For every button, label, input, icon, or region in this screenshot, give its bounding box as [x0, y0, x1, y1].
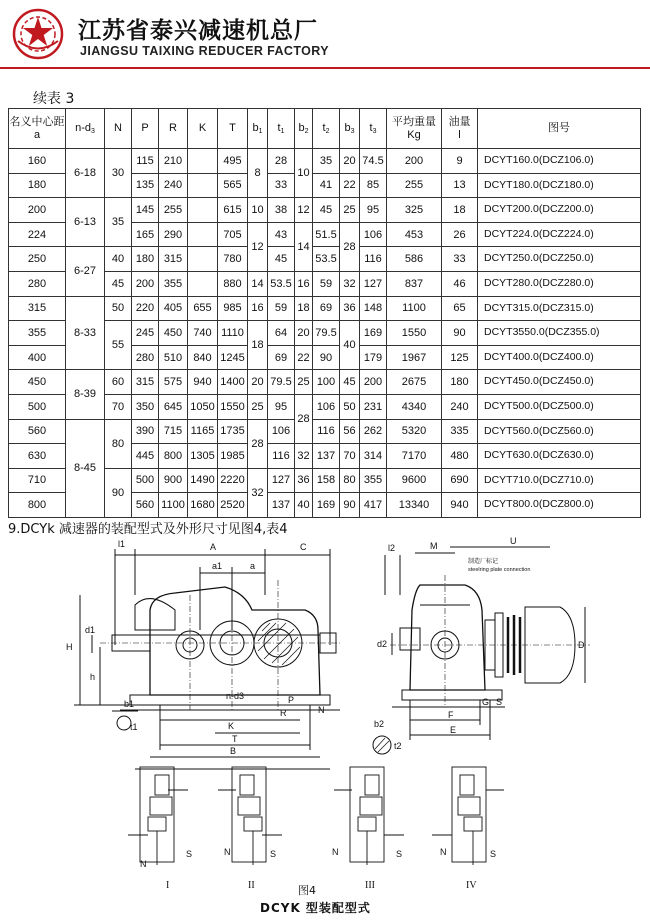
- cell-T: 2220: [218, 468, 248, 493]
- cell-K: 840: [188, 345, 218, 370]
- header-N: N: [105, 109, 132, 149]
- cell-R: 405: [159, 296, 188, 321]
- page-header: [0, 0, 650, 68]
- cell-N: 40: [105, 247, 132, 272]
- form-3-S: S: [396, 849, 403, 859]
- cell-P: 390: [132, 419, 159, 444]
- cell-R: 290: [159, 222, 188, 247]
- label-T: T: [232, 734, 238, 744]
- cell-weight: 7170: [387, 444, 442, 469]
- form-3: [334, 767, 404, 865]
- side-view: [373, 547, 590, 754]
- cell-P: 115: [132, 149, 159, 174]
- cell-T: 780: [218, 247, 248, 272]
- label-B: B: [230, 746, 237, 756]
- table-header-row: [9, 109, 641, 149]
- table-caption: 续表 3: [33, 91, 75, 107]
- label-N: N: [318, 705, 325, 715]
- cell-weight: 200: [387, 149, 442, 174]
- cell-a: 400: [9, 345, 66, 370]
- cell-model: DCYT180.0(DCZ180.0): [478, 173, 641, 198]
- cell-P: 280: [132, 345, 159, 370]
- cell-weight: 13340: [387, 493, 442, 518]
- cell-oil: 480: [442, 444, 478, 469]
- cell-a: 200: [9, 198, 66, 223]
- cell-T: 985: [218, 296, 248, 321]
- cell-model: DCYT280.0(DCZ280.0): [478, 271, 641, 296]
- cell-R: 255: [159, 198, 188, 223]
- header-t3: $t_3$: [360, 109, 387, 149]
- cell-weight: 837: [387, 271, 442, 296]
- cell-T: 1550: [218, 394, 248, 419]
- header-b3: $b_3$: [340, 109, 360, 149]
- cell-N: 80: [105, 419, 132, 468]
- cell-t3: 262: [360, 419, 387, 444]
- cell-R: 210: [159, 149, 188, 174]
- cell-N: 55: [105, 321, 132, 370]
- header-t2: $t_2$: [313, 109, 340, 149]
- cell-model: DCYT800.0(DCZ800.0): [478, 493, 641, 518]
- cell-oil: 9: [442, 149, 478, 174]
- cell-P: 315: [132, 370, 159, 395]
- cell-b2: 25: [295, 370, 313, 395]
- cell-b2: 28: [295, 394, 313, 443]
- cell-nd3: 6-27: [66, 247, 105, 296]
- cell-b2: 14: [295, 222, 313, 271]
- cell-K: 1680: [188, 493, 218, 518]
- label-D: D: [578, 640, 585, 650]
- cell-oil: 125: [442, 345, 478, 370]
- cell-t3: 314: [360, 444, 387, 469]
- label-C: C: [300, 542, 307, 552]
- cell-a: 160: [9, 149, 66, 174]
- cell-a: 800: [9, 493, 66, 518]
- spec-table: [8, 108, 641, 518]
- cell-b1: 25: [248, 394, 268, 419]
- cell-a: 280: [9, 271, 66, 296]
- cell-t3: 74.5: [360, 149, 387, 174]
- cell-t2: 35: [313, 149, 340, 174]
- cell-b1: 14: [248, 271, 268, 296]
- label-E: E: [450, 725, 457, 735]
- cell-R: 1100: [159, 493, 188, 518]
- cell-model: DCYT224.0(DCZ224.0): [478, 222, 641, 247]
- cell-model: DCYT450.0(DCZ450.0): [478, 370, 641, 395]
- cell-nd3: 8-45: [66, 419, 105, 517]
- cell-b3: 22: [340, 173, 360, 198]
- cell-t1: 95: [268, 394, 295, 419]
- cell-oil: 240: [442, 394, 478, 419]
- cell-a: 500: [9, 394, 66, 419]
- cell-a: 450: [9, 370, 66, 395]
- cell-P: 500: [132, 468, 159, 493]
- label-b2: b2: [374, 719, 385, 729]
- cell-model: DCYT560.0(DCZ560.0): [478, 419, 641, 444]
- label-R: R: [280, 708, 287, 718]
- cell-P: 245: [132, 321, 159, 346]
- cell-oil: 90: [442, 321, 478, 346]
- cell-N: 50: [105, 296, 132, 321]
- cell-P: 220: [132, 296, 159, 321]
- cell-P: 350: [132, 394, 159, 419]
- cell-b2: 40: [295, 493, 313, 518]
- header-T: T: [218, 109, 248, 149]
- table-row: [9, 296, 641, 321]
- cell-K: 1050: [188, 394, 218, 419]
- cell-T: 495: [218, 149, 248, 174]
- section-title: 9.DCYk 减速器的装配型式及外形尺寸见图4,表4: [8, 522, 288, 537]
- cell-b3: 56: [340, 419, 360, 444]
- cell-K: [188, 198, 218, 223]
- cell-N: 60: [105, 370, 132, 395]
- cell-R: 315: [159, 247, 188, 272]
- cell-oil: 65: [442, 296, 478, 321]
- cell-b2: 22: [295, 345, 313, 370]
- form-4-label: IV: [466, 880, 477, 891]
- cell-b1: 12: [248, 222, 268, 271]
- cell-t2: 158: [313, 468, 340, 493]
- drawing-labels: [66, 536, 585, 891]
- cell-b3: 90: [340, 493, 360, 518]
- cell-R: 450: [159, 321, 188, 346]
- label-b1: b1: [124, 699, 135, 709]
- cell-t1: 28: [268, 149, 295, 174]
- cell-t2: 116: [313, 419, 340, 444]
- cell-b1: 18: [248, 321, 268, 370]
- cell-nd3: 6-18: [66, 149, 105, 198]
- cell-b3: 36: [340, 296, 360, 321]
- cell-K: [188, 173, 218, 198]
- cell-t3: 106: [360, 222, 387, 247]
- label-A: A: [210, 542, 217, 552]
- cell-P: 145: [132, 198, 159, 223]
- cell-R: 645: [159, 394, 188, 419]
- cell-t1: 116: [268, 444, 295, 469]
- cell-P: 180: [132, 247, 159, 272]
- cell-R: 240: [159, 173, 188, 198]
- cell-oil: 180: [442, 370, 478, 395]
- header-weight: 平均重量 Kg: [387, 109, 442, 149]
- cell-model: DCYT315.0(DCZ315.0): [478, 296, 641, 321]
- cell-nd3: 8-39: [66, 370, 105, 419]
- cell-b3: 25: [340, 198, 360, 223]
- cell-t1: 53.5: [268, 271, 295, 296]
- cell-b1: 32: [248, 468, 268, 517]
- cell-K: 940: [188, 370, 218, 395]
- header-nd3: $n-d_3$: [66, 109, 105, 149]
- form-4-N: N: [440, 847, 447, 857]
- cell-weight: 1100: [387, 296, 442, 321]
- label-nd3: n-d3: [226, 691, 245, 701]
- cell-t2: 106: [313, 394, 340, 419]
- header-oil: 油量 l: [442, 109, 478, 149]
- cell-t3: 85: [360, 173, 387, 198]
- form-1: [128, 767, 188, 865]
- cell-K: [188, 222, 218, 247]
- cell-b2: 20: [295, 321, 313, 346]
- cell-N: 30: [105, 149, 132, 198]
- cell-T: 1735: [218, 419, 248, 444]
- cell-b3: 28: [340, 222, 360, 271]
- label-note1: 制造厂标记: [468, 559, 499, 565]
- cell-oil: 46: [442, 271, 478, 296]
- cell-K: 1490: [188, 468, 218, 493]
- table-row: [9, 198, 641, 223]
- cell-R: 510: [159, 345, 188, 370]
- header-b2: $b_2$: [295, 109, 313, 149]
- cell-weight: 4340: [387, 394, 442, 419]
- cell-t1: 79.5: [268, 370, 295, 395]
- assembly-forms: [128, 767, 504, 865]
- cell-R: 900: [159, 468, 188, 493]
- cell-K: 1165: [188, 419, 218, 444]
- cell-t2: 79.5: [313, 321, 340, 346]
- reducer-drawing: [0, 535, 650, 920]
- cell-weight: 1550: [387, 321, 442, 346]
- cell-K: 1305: [188, 444, 218, 469]
- cell-b1: 8: [248, 149, 268, 198]
- label-t1: t1: [130, 722, 138, 732]
- label-G: G: [482, 697, 490, 707]
- cell-weight: 453: [387, 222, 442, 247]
- label-d2: d2: [377, 639, 388, 649]
- form-1-N: N: [140, 859, 147, 869]
- cell-t2: 69: [313, 296, 340, 321]
- cell-t3: 116: [360, 247, 387, 272]
- label-M: M: [430, 541, 438, 551]
- cell-model: DCYT250.0(DCZ250.0): [478, 247, 641, 272]
- label-a1: a1: [212, 561, 223, 571]
- cell-weight: 586: [387, 247, 442, 272]
- form-3-label: III: [365, 880, 375, 891]
- header-divider: [0, 67, 650, 69]
- cell-t3: 200: [360, 370, 387, 395]
- cell-T: 615: [218, 198, 248, 223]
- cell-oil: 335: [442, 419, 478, 444]
- form-2-N: N: [224, 847, 231, 857]
- cell-b3: 40: [340, 321, 360, 370]
- cell-T: 705: [218, 222, 248, 247]
- cell-weight: 5320: [387, 419, 442, 444]
- cell-b2: 18: [295, 296, 313, 321]
- label-l1: l1: [118, 539, 126, 549]
- form-1-S: S: [186, 849, 193, 859]
- cell-model: DCYT160.0(DCZ106.0): [478, 149, 641, 174]
- cell-t3: 179: [360, 345, 387, 370]
- cell-t2: 41: [313, 173, 340, 198]
- cell-oil: 18: [442, 198, 478, 223]
- cell-N: 35: [105, 198, 132, 247]
- front-view: [74, 549, 340, 769]
- cell-b3: 20: [340, 149, 360, 174]
- cell-t1: 43: [268, 222, 295, 247]
- form-3-N: N: [332, 847, 339, 857]
- form-1-label: I: [166, 880, 170, 891]
- cell-weight: 325: [387, 198, 442, 223]
- cell-oil: 940: [442, 493, 478, 518]
- cell-oil: 33: [442, 247, 478, 272]
- header-b1: $b_1$: [248, 109, 268, 149]
- cell-t1: 127: [268, 468, 295, 493]
- cell-t2: 169: [313, 493, 340, 518]
- cell-T: 565: [218, 173, 248, 198]
- cell-T: 1245: [218, 345, 248, 370]
- cell-t2: 137: [313, 444, 340, 469]
- cell-b2: 12: [295, 198, 313, 223]
- cell-model: DCYT630.0(DCZ630.0): [478, 444, 641, 469]
- company-name-en: JIANGSU TAIXING REDUCER FACTORY: [80, 44, 329, 58]
- cell-b1: 10: [248, 198, 268, 223]
- table-row: [9, 149, 641, 174]
- cell-b3: 80: [340, 468, 360, 493]
- cell-t2: 45: [313, 198, 340, 223]
- table-row: [9, 419, 641, 444]
- cell-nd3: 8-33: [66, 296, 105, 370]
- cell-a: 710: [9, 468, 66, 493]
- label-P: P: [288, 695, 295, 705]
- cell-t2: 59: [313, 271, 340, 296]
- cell-t2: 90: [313, 345, 340, 370]
- header-R: R: [159, 109, 188, 149]
- cell-oil: 690: [442, 468, 478, 493]
- cell-P: 165: [132, 222, 159, 247]
- cell-b1: 20: [248, 370, 268, 395]
- cell-model: DCYT710.0(DCZ710.0): [478, 468, 641, 493]
- form-2-S: S: [270, 849, 277, 859]
- cell-P: 200: [132, 271, 159, 296]
- cell-model: DCYT400.0(DCZ400.0): [478, 345, 641, 370]
- cell-t3: 355: [360, 468, 387, 493]
- cell-P: 560: [132, 493, 159, 518]
- cell-a: 180: [9, 173, 66, 198]
- cell-N: 70: [105, 394, 132, 419]
- table-row: [9, 370, 641, 395]
- cell-t1: 137: [268, 493, 295, 518]
- cell-N: 45: [105, 271, 132, 296]
- cell-R: 355: [159, 271, 188, 296]
- cell-P: 135: [132, 173, 159, 198]
- cell-b2: 36: [295, 468, 313, 493]
- cell-t3: 95: [360, 198, 387, 223]
- cell-t1: 59: [268, 296, 295, 321]
- cell-model: DCYT200.0(DCZ200.0): [478, 198, 641, 223]
- header-t1: $t_1$: [268, 109, 295, 149]
- cell-T: 1985: [218, 444, 248, 469]
- cell-t3: 231: [360, 394, 387, 419]
- cell-t1: 45: [268, 247, 295, 272]
- cell-K: [188, 247, 218, 272]
- label-h: h: [90, 672, 96, 682]
- cell-weight: 255: [387, 173, 442, 198]
- cell-nd3: 6-13: [66, 198, 105, 247]
- cell-a: 630: [9, 444, 66, 469]
- cell-t3: 127: [360, 271, 387, 296]
- cell-t2: 53.5: [313, 247, 340, 272]
- cell-N: 90: [105, 468, 132, 517]
- cell-a: 355: [9, 321, 66, 346]
- label-U: U: [510, 536, 517, 546]
- cell-b2: 10: [295, 149, 313, 198]
- cell-model: DCYT3550.0(DCZ355.0): [478, 321, 641, 346]
- label-t2: t2: [394, 741, 402, 751]
- cell-b2: 16: [295, 271, 313, 296]
- cell-b2: 32: [295, 444, 313, 469]
- header-P: P: [132, 109, 159, 149]
- cell-t1: 106: [268, 419, 295, 444]
- cell-b3: 32: [340, 271, 360, 296]
- cell-K: 655: [188, 296, 218, 321]
- company-logo-icon: [12, 8, 64, 60]
- cell-b3: 45: [340, 370, 360, 395]
- figure-number: 图4: [298, 884, 316, 897]
- label-K: K: [228, 721, 235, 731]
- cell-weight: 9600: [387, 468, 442, 493]
- label-H: H: [66, 642, 73, 652]
- cell-a: 250: [9, 247, 66, 272]
- cell-model: DCYT500.0(DCZ500.0): [478, 394, 641, 419]
- header-center-distance: 名义中心距 a: [9, 109, 66, 149]
- cell-T: 2520: [218, 493, 248, 518]
- cell-weight: 1967: [387, 345, 442, 370]
- cell-oil: 13: [442, 173, 478, 198]
- label-note2: steelring plate connection: [468, 567, 531, 573]
- cell-weight: 2675: [387, 370, 442, 395]
- form-2-label: II: [248, 880, 255, 891]
- cell-t3: 148: [360, 296, 387, 321]
- label-F: F: [448, 710, 454, 720]
- cell-R: 575: [159, 370, 188, 395]
- cell-t2: 51.5: [313, 222, 340, 247]
- header-model: 图号: [478, 109, 641, 149]
- cell-a: 315: [9, 296, 66, 321]
- cell-R: 800: [159, 444, 188, 469]
- figure-caption: DCYK 型装配型式: [260, 901, 371, 915]
- cell-t1: 69: [268, 345, 295, 370]
- table-row: [9, 247, 641, 272]
- form-4-S: S: [490, 849, 497, 859]
- cell-R: 715: [159, 419, 188, 444]
- cell-t1: 38: [268, 198, 295, 223]
- label-l2: l2: [388, 543, 396, 553]
- cell-a: 224: [9, 222, 66, 247]
- cell-t1: 64: [268, 321, 295, 346]
- cell-K: 740: [188, 321, 218, 346]
- cell-oil: 26: [442, 222, 478, 247]
- company-name-cn: 江苏省泰兴减速机总厂: [78, 18, 318, 44]
- label-a: a: [250, 561, 256, 571]
- cell-t2: 100: [313, 370, 340, 395]
- cell-K: [188, 149, 218, 174]
- cell-t1: 33: [268, 173, 295, 198]
- cell-t3: 417: [360, 493, 387, 518]
- header-K: K: [188, 109, 218, 149]
- cell-T: 1400: [218, 370, 248, 395]
- cell-t3: 169: [360, 321, 387, 346]
- cell-b1: 16: [248, 296, 268, 321]
- cell-b3: 50: [340, 394, 360, 419]
- cell-a: 560: [9, 419, 66, 444]
- label-d1: d1: [85, 625, 96, 635]
- cell-T: 1110: [218, 321, 248, 346]
- label-S: S: [496, 697, 503, 707]
- cell-T: 880: [218, 271, 248, 296]
- cell-b3: 70: [340, 444, 360, 469]
- cell-P: 445: [132, 444, 159, 469]
- cell-K: [188, 271, 218, 296]
- cell-b1: 28: [248, 419, 268, 468]
